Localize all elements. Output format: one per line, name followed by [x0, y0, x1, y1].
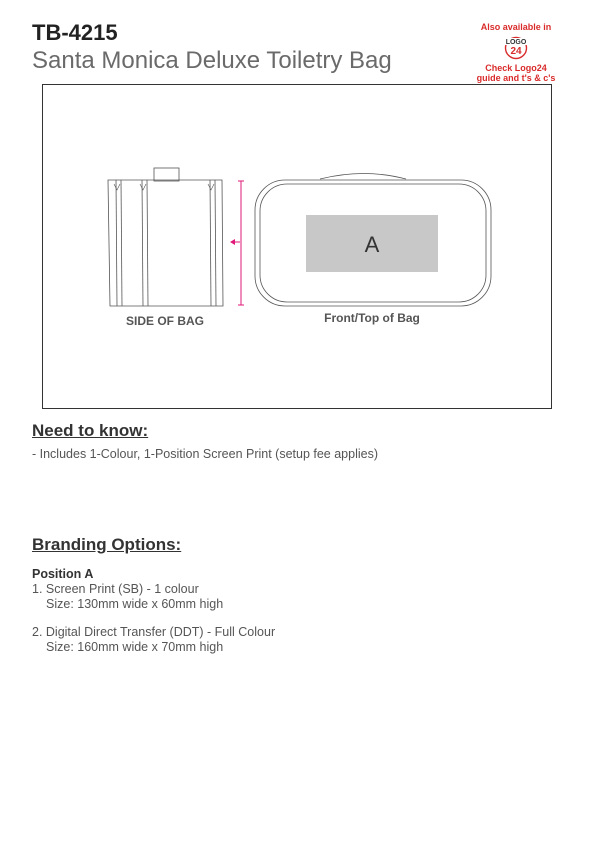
side-view-label: SIDE OF BAG	[125, 314, 205, 328]
logo24-top-text: LOGO	[505, 39, 527, 46]
side-view-drawing	[108, 168, 223, 306]
side-body	[108, 180, 223, 306]
position-label: Position A	[32, 567, 94, 581]
product-code: TB-4215	[32, 20, 118, 45]
zipper-pulls	[114, 184, 214, 190]
badge-line-2: Check Logo24	[485, 63, 547, 73]
front-view-label: Front/Top of Bag	[324, 311, 420, 325]
front-handle	[320, 174, 406, 180]
need-to-know-item: - Includes 1-Colour, 1-Position Screen Print (setup fee applies)	[32, 447, 379, 461]
option-title: 1. Screen Print (SB) - 1 colour	[32, 582, 199, 596]
branding-options-heading: Branding Options:	[32, 535, 182, 554]
product-name: Santa Monica Deluxe Toiletry Bag	[32, 47, 392, 74]
side-handle	[154, 168, 179, 181]
product-diagram	[42, 84, 552, 409]
option-size: Size: 160mm wide x 70mm high	[46, 640, 224, 654]
dimension-marker	[230, 181, 244, 305]
badge-line-3: guide and t's & c's	[476, 73, 556, 83]
option-size: Size: 130mm wide x 60mm high	[46, 597, 224, 611]
arrow-left-icon	[230, 239, 235, 245]
need-to-know-heading: Need to know:	[32, 421, 149, 440]
logo24-icon	[502, 34, 530, 60]
branding-option	[32, 625, 275, 655]
badge-line-1: Also available in	[480, 22, 552, 32]
branding-option	[32, 582, 223, 612]
option-title: 2. Digital Direct Transfer (DDT) - Full Colour	[32, 625, 276, 639]
logo24-badge[interactable]	[470, 22, 562, 83]
print-area-label: A	[364, 232, 380, 257]
logo24-number-text: 24	[510, 46, 522, 57]
